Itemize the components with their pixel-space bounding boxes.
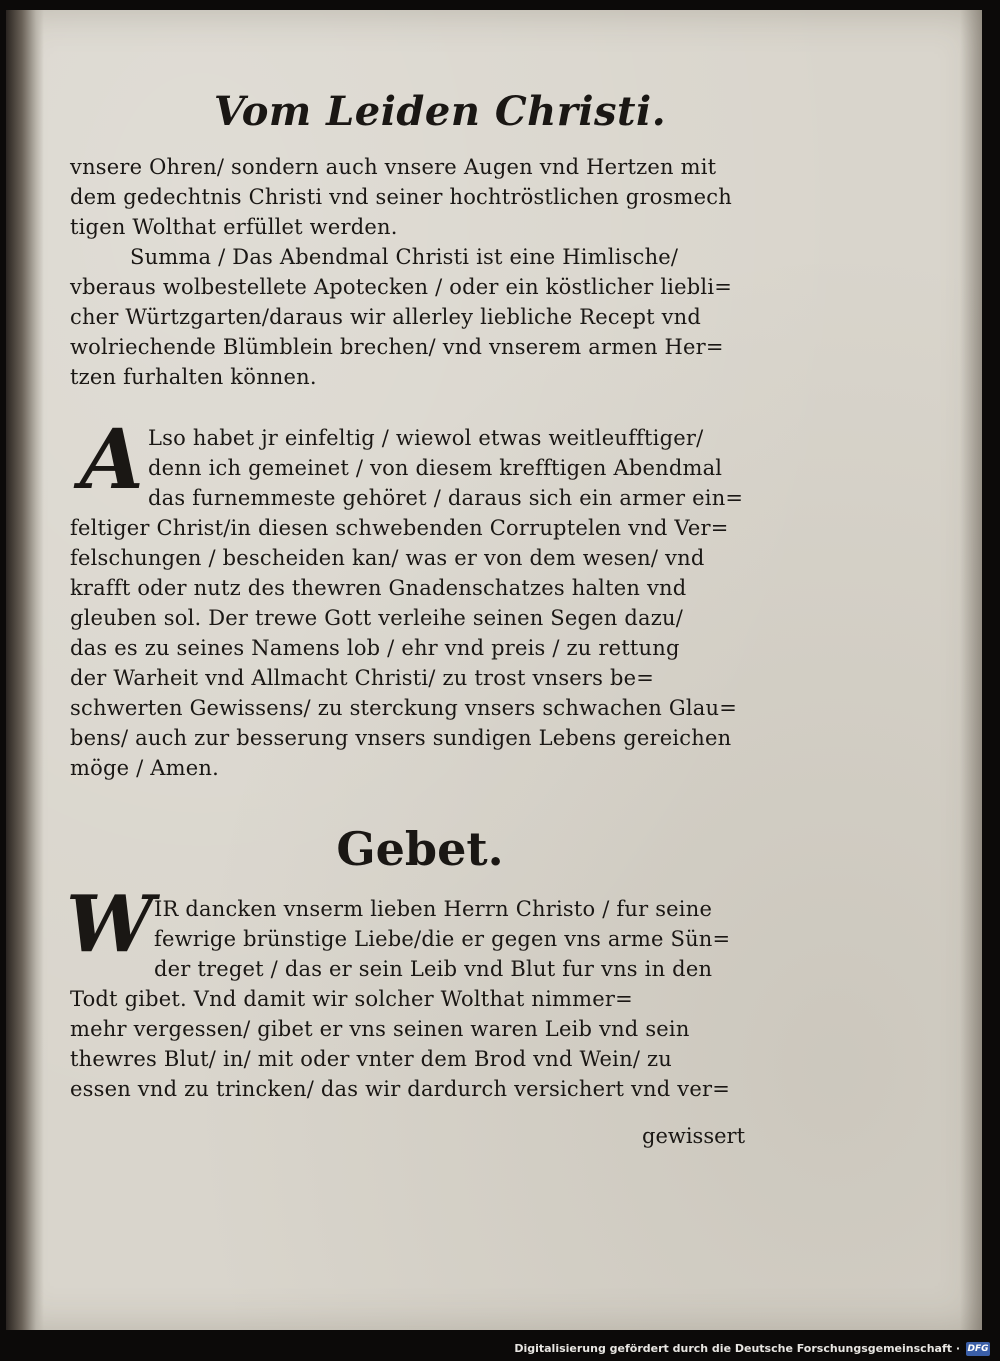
text-line: dem gedechtnis Christi vnd seiner hochtröstlichen grosmech	[70, 185, 732, 209]
text-line: essen vnd zu trincken/ das wir dardurch versichert vnd ver=	[70, 1077, 731, 1101]
text-line: schwerten Gewissens/ zu sterckung vnsers schwachen Glau=	[70, 696, 737, 720]
text-line: der Warheit vnd Allmacht Christi/ zu trost vnsers be=	[70, 666, 655, 690]
paragraph-continuation	[70, 152, 790, 242]
funding-notice: Digitalisierung gefördert durch die Deutsche Forschungsgemeinschaft ·	[514, 1342, 960, 1355]
drop-cap-w: W	[66, 879, 154, 970]
text-line: möge / Amen.	[70, 756, 219, 780]
catchword: gewissert	[642, 1124, 746, 1148]
dfg-logo-icon: DFG	[967, 1344, 989, 1354]
drop-cap-a: A	[80, 412, 144, 508]
text-line: vnsere Ohren/ sondern auch vnsere Augen vnd Hertzen mit	[70, 155, 717, 179]
text-line: der treget / das er sein Leib vnd Blut fur vns in den	[154, 957, 713, 981]
text-line: mehr vergessen/ gibet er vns seinen waren Leib vnd sein	[70, 1017, 690, 1041]
text-line: wolriechende Blümblein brechen/ vnd vnserem armen Her=	[70, 335, 724, 359]
text-line: bens/ auch zur besserung vnsers sundigen Lebens gereichen	[70, 726, 732, 750]
text-line: gleuben sol. Der trewe Gott verleihe seinen Segen dazu/	[70, 606, 684, 630]
text-line: denn ich gemeinet / von diesem krefftigen Abendmal	[148, 456, 723, 480]
text-line: felschungen / bescheiden kan/ was er von dem wesen/ vnd	[70, 546, 705, 570]
paragraph-summa	[70, 242, 790, 392]
text-line: Lso habet jr einfeltig / wiewol etwas weitleufftiger/	[148, 426, 704, 450]
page-gutter-shadow	[6, 10, 44, 1330]
page-edge-shadow	[960, 10, 982, 1330]
text-line: vberaus wolbestellete Apotecken / oder ein köstlicher liebli=	[70, 275, 733, 299]
text-line: das es zu seines Namens lob / ehr vnd preis / zu rettung	[70, 636, 680, 660]
section-heading: Gebet.	[336, 822, 504, 876]
text-line: cher Würtzgarten/daraus wir allerley liebliche Recept vnd	[70, 305, 702, 329]
text-line: IR dancken vnserm lieben Herrn Christo / fur seine	[154, 897, 713, 921]
text-line: krafft oder nutz des thewren Gnadenschatzes halten vnd	[70, 576, 687, 600]
text-line: Summa / Das Abendmal Christi ist eine Himlische/	[130, 245, 679, 269]
text-line: fewrige brünstige Liebe/die er gegen vns arme Sün=	[154, 927, 731, 951]
text-line: Todt gibet. Vnd damit wir solcher Wolthat nimmer=	[70, 987, 633, 1011]
text-line: das furnemmeste gehöret / daraus sich ein armer ein=	[148, 486, 744, 510]
running-head: Vom Leiden Christi.	[213, 88, 667, 135]
paragraph-also	[70, 423, 790, 783]
paragraph-prayer	[70, 894, 790, 1104]
text-line: feltiger Christ/in diesen schwebenden Corruptelen vnd Ver=	[70, 516, 729, 540]
text-line: thewres Blut/ in/ mit oder vnter dem Brod vnd Wein/ zu	[70, 1047, 672, 1071]
text-line: tzen furhalten können.	[70, 365, 317, 389]
text-line: tigen Wolthat erfüllet werden.	[70, 215, 398, 239]
